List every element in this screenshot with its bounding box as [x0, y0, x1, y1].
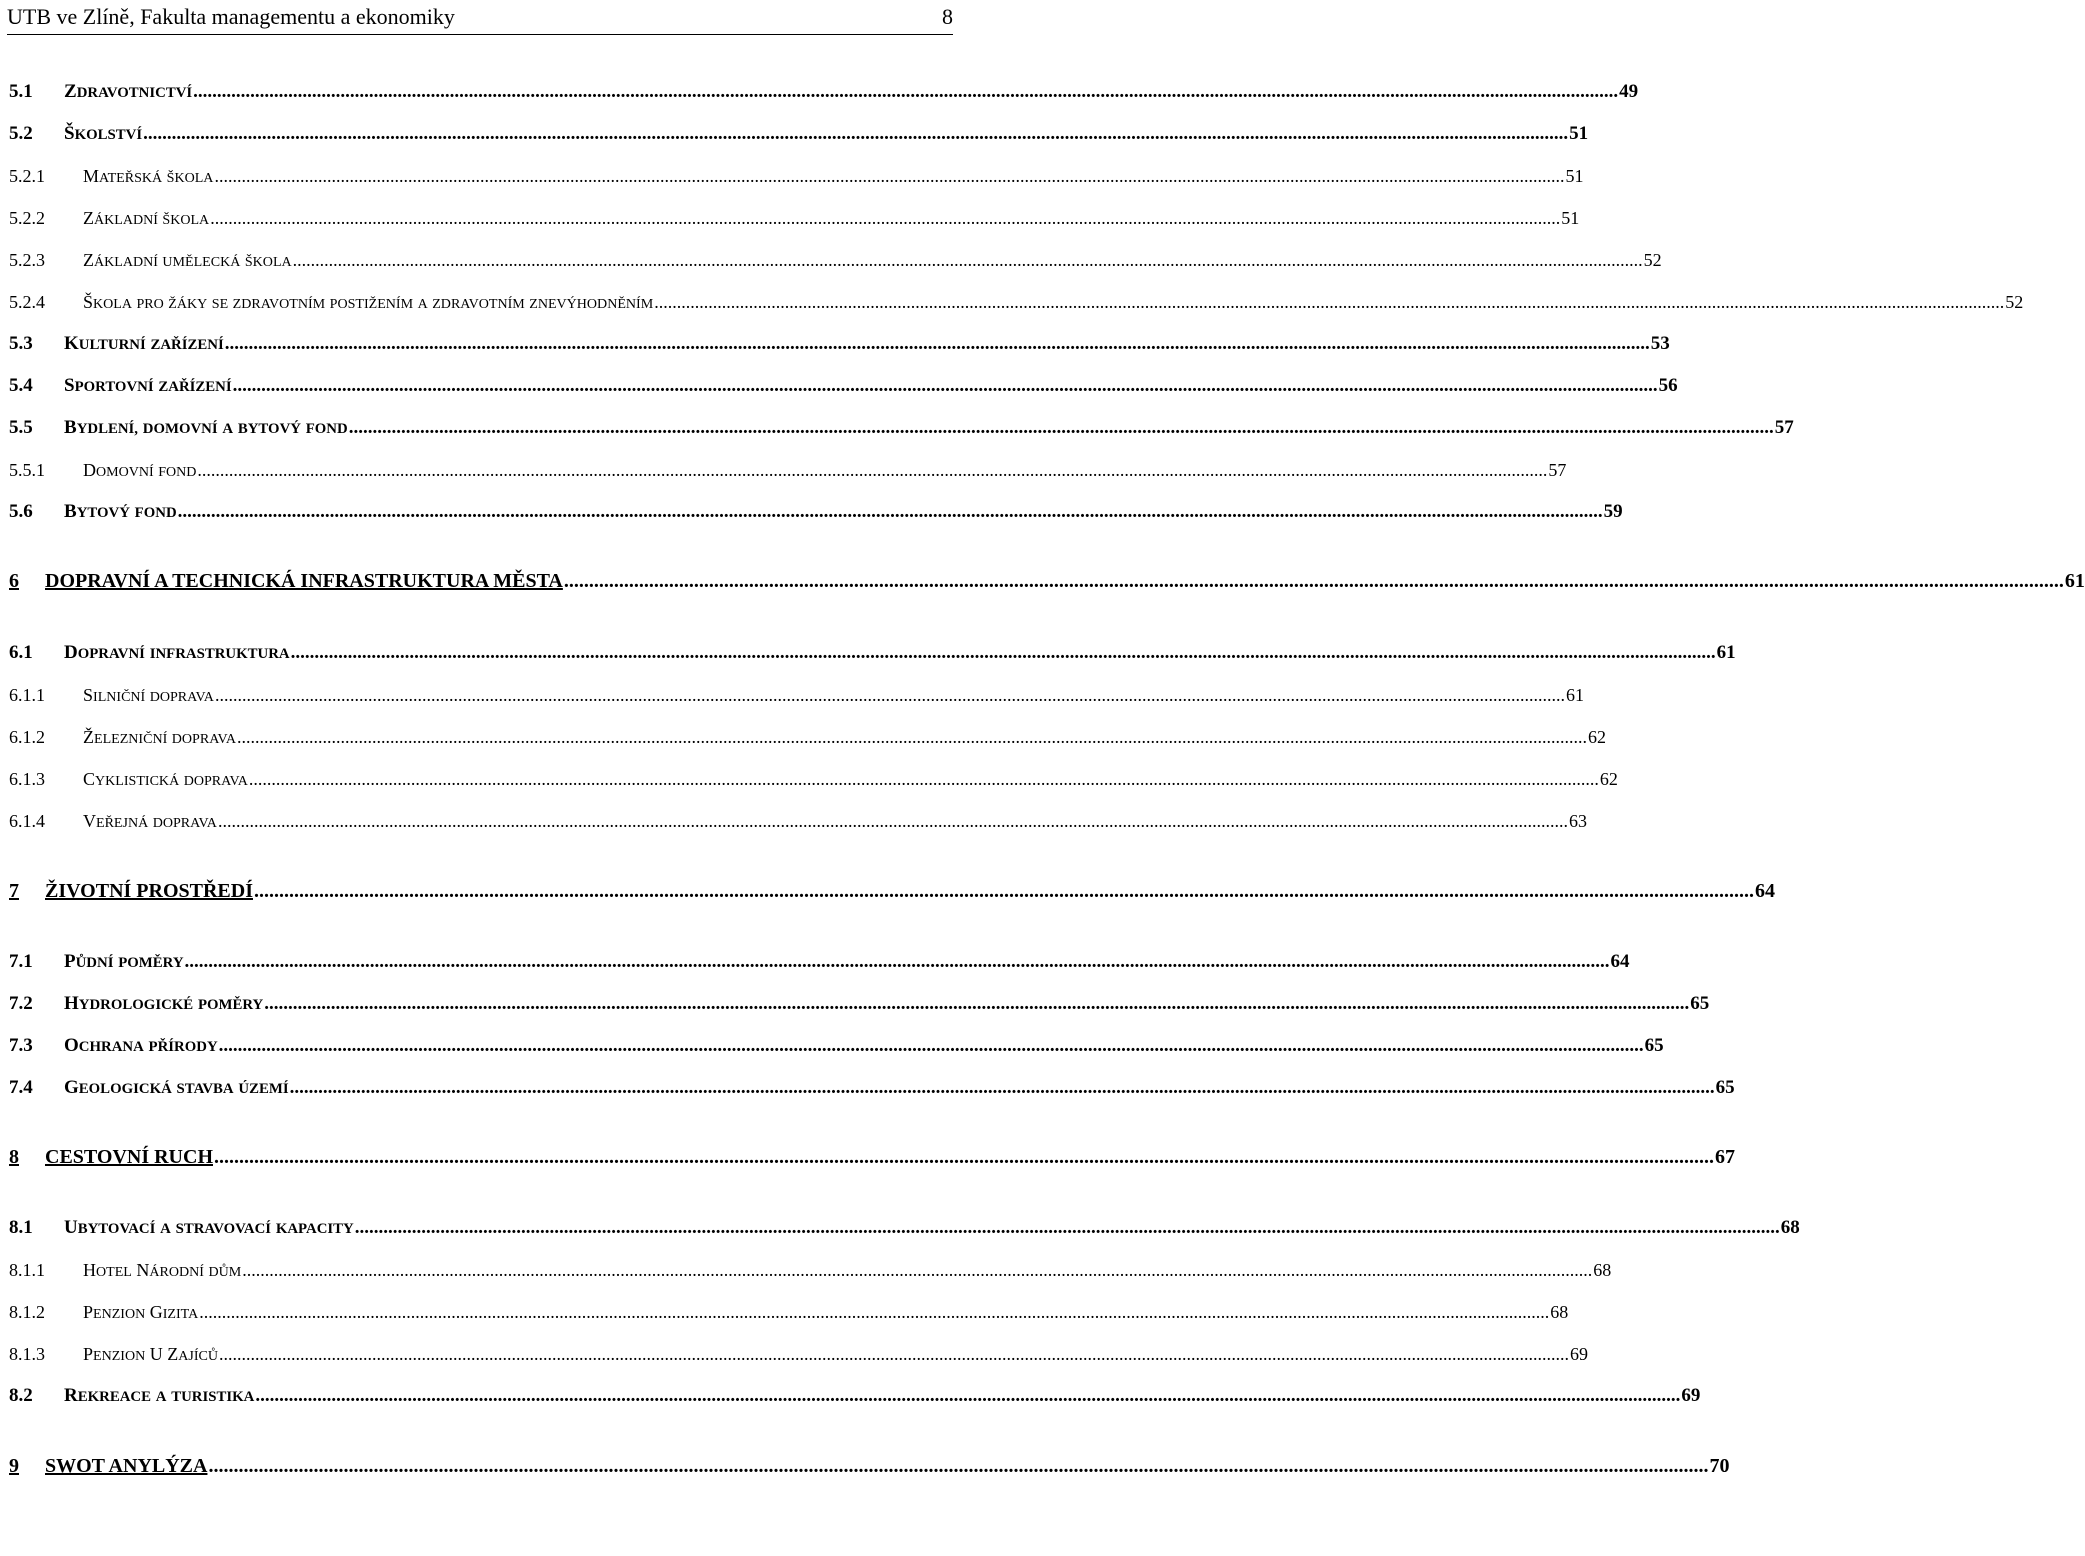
- toc-entry[interactable]: [9, 1293, 1569, 1323]
- toc-entry-number: 8.1.1: [9, 1260, 45, 1280]
- toc-entry-page: 62: [1587, 727, 1606, 747]
- page-number: 8: [942, 4, 953, 29]
- toc-entry-title: MATEŘSKÁ ŠKOLA: [83, 166, 214, 186]
- toc-entry-title: SWOT ANYLÝZA: [45, 1455, 208, 1477]
- toc-dot-leader: ............................................................................................................................................................................................................................................................................................................: [214, 166, 1565, 186]
- toc-entry-title: DOPRAVNÍ A TECHNICKÁ INFRASTRUKTURA MĚSTA: [45, 570, 563, 592]
- toc-entry[interactable]: [9, 676, 1584, 706]
- toc-entry-title: ZÁKLADNÍ UMĚLECKÁ ŠKOLA: [83, 250, 292, 270]
- toc-entry[interactable]: [9, 760, 1618, 790]
- toc-entry[interactable]: [9, 367, 1678, 397]
- toc-entry-title: ŽIVOTNÍ PROSTŘEDÍ: [45, 880, 253, 902]
- toc-entry-page: 52: [2005, 292, 2024, 312]
- toc-entry[interactable]: [9, 802, 1587, 832]
- toc-entry-page: 65: [1715, 1077, 1735, 1098]
- toc-entry[interactable]: [9, 1448, 1730, 1478]
- toc-entry-title: HYDROLOGICKÉ POMĚRY: [64, 993, 264, 1014]
- toc-entry-page: 68: [1550, 1302, 1569, 1322]
- toc-entry[interactable]: [9, 1209, 1800, 1239]
- toc-entry-number: 5.6: [9, 501, 33, 522]
- toc-entry-page: 65: [1644, 1035, 1664, 1056]
- toc-entry-title: ZÁKLADNÍ ŠKOLA: [83, 208, 210, 228]
- toc-dot-leader: ............................................................................................................................................................................................................................................................................................................: [292, 250, 1643, 270]
- toc-dot-leader: ............................................................................................................................................................................................................................................................................................................: [563, 570, 2064, 592]
- toc-entry-page: 65: [1690, 993, 1710, 1014]
- toc-entry-title: HOTEL NÁRODNÍ DŮM: [83, 1260, 242, 1280]
- toc-entry-number: 5.2.4: [9, 292, 45, 312]
- toc-dot-leader: ............................................................................................................................................................................................................................................................................................................: [143, 123, 1569, 144]
- toc-entry[interactable]: [9, 115, 1589, 145]
- toc-entry-page: 57: [1774, 417, 1794, 438]
- toc-dot-leader: ............................................................................................................................................................................................................................................................................................................: [242, 1260, 1593, 1280]
- toc-entry-title: ŽELEZNIČNÍ DOPRAVA: [83, 727, 236, 747]
- toc-dot-leader: ............................................................................................................................................................................................................................................................................................................: [208, 1455, 1709, 1477]
- toc-entry-number: 8.2: [9, 1385, 33, 1406]
- toc-entry-title: REKREACE A TURISTIKA: [64, 1385, 255, 1406]
- toc-entry-title: CESTOVNÍ RUCH: [45, 1146, 213, 1168]
- toc-entry[interactable]: [9, 493, 1623, 523]
- toc-entry-number: 5.3: [9, 333, 33, 354]
- toc-entry-page: 63: [1568, 811, 1587, 831]
- toc-entry-number: 5.5: [9, 417, 33, 438]
- toc-entry-title: PENZION GIZITA: [83, 1302, 199, 1322]
- toc-entry[interactable]: [9, 1251, 1612, 1281]
- toc-entry-title: BYTOVÝ FOND: [64, 501, 177, 522]
- toc-entry-number: 5.2.3: [9, 250, 45, 270]
- toc-entry[interactable]: [9, 943, 1630, 973]
- toc-entry-number: 8.1: [9, 1217, 33, 1238]
- toc-dot-leader: ............................................................................................................................................................................................................................................................................................................: [214, 685, 1565, 705]
- toc-dot-leader: ............................................................................................................................................................................................................................................................................................................: [348, 417, 1774, 438]
- toc-dot-leader: ............................................................................................................................................................................................................................................................................................................: [255, 1385, 1681, 1406]
- toc-entry-page: 69: [1681, 1385, 1701, 1406]
- toc-entry[interactable]: [9, 985, 1710, 1015]
- toc-entry[interactable]: [9, 199, 1580, 229]
- toc-dot-leader: ............................................................................................................................................................................................................................................................................................................: [354, 1217, 1780, 1238]
- toc-dot-leader: ............................................................................................................................................................................................................................................................................................................: [193, 81, 1619, 102]
- toc-dot-leader: ............................................................................................................................................................................................................................................................................................................: [224, 333, 1650, 354]
- toc-entry-page: 67: [1715, 1146, 1735, 1168]
- toc-entry[interactable]: [9, 634, 1736, 664]
- toc-entry-number: 8.1.2: [9, 1302, 45, 1322]
- toc-entry-page: 62: [1599, 769, 1618, 789]
- toc-dot-leader: ............................................................................................................................................................................................................................................................................................................: [232, 375, 1658, 396]
- toc-entry[interactable]: [9, 1335, 1588, 1365]
- toc-dot-leader: ............................................................................................................................................................................................................................................................................................................: [199, 1302, 1550, 1322]
- toc-dot-leader: ............................................................................................................................................................................................................................................................................................................: [253, 880, 1754, 902]
- toc-entry-page: 52: [1643, 250, 1662, 270]
- toc-entry-title: BYDLENÍ, DOMOVNÍ A BYTOVÝ FOND: [64, 417, 348, 438]
- toc-entry-number: 8: [9, 1146, 19, 1168]
- toc-entry-title: CYKLISTICKÁ DOPRAVA: [83, 769, 248, 789]
- toc-entry-title: PŮDNÍ POMĚRY: [64, 951, 184, 972]
- toc-entry-page: 59: [1603, 501, 1623, 522]
- toc-entry-title: ŠKOLA PRO ŽÁKY SE ZDRAVOTNÍM POSTIŽENÍM A ZDRAVOTNÍM ZNEVÝHODNĚNÍM: [83, 292, 654, 312]
- toc-entry-number: 6.1: [9, 642, 33, 663]
- toc-dot-leader: ............................................................................................................................................................................................................................................................................................................: [217, 811, 1568, 831]
- toc-entry-number: 7.4: [9, 1077, 33, 1098]
- toc-entry-page: 61: [1565, 685, 1584, 705]
- toc-entry-page: 68: [1593, 1260, 1612, 1280]
- toc-entry-number: 6.1.2: [9, 727, 45, 747]
- toc-entry-number: 6: [9, 570, 19, 592]
- toc-entry[interactable]: [9, 1027, 1664, 1057]
- toc-entry-title: PENZION U ZAJÍCŮ: [83, 1344, 218, 1364]
- toc-entry[interactable]: [9, 563, 2085, 593]
- toc-entry[interactable]: [9, 409, 1794, 439]
- toc-entry-number: 6.1.3: [9, 769, 45, 789]
- toc-entry-number: 7: [9, 880, 19, 902]
- toc-dot-leader: ............................................................................................................................................................................................................................................................................................................: [218, 1035, 1644, 1056]
- toc-entry-title: ZDRAVOTNICTVÍ: [64, 81, 193, 102]
- toc-entry-number: 6.1.4: [9, 811, 45, 831]
- toc-entry-number: 9: [9, 1455, 19, 1477]
- toc-entry-number: 5.2.2: [9, 208, 45, 228]
- toc-dot-leader: ............................................................................................................................................................................................................................................................................................................: [219, 1344, 1569, 1364]
- toc-dot-leader: ............................................................................................................................................................................................................................................................................................................: [197, 460, 1548, 480]
- toc-entry-page: 61: [1716, 642, 1736, 663]
- toc-entry-title: UBYTOVACÍ A STRAVOVACÍ KAPACITY: [64, 1217, 354, 1238]
- toc-entry[interactable]: [9, 241, 1662, 271]
- toc-entry-page: 51: [1569, 123, 1589, 144]
- toc-entry-page: 64: [1754, 880, 1775, 902]
- toc-entry[interactable]: [9, 283, 2024, 313]
- toc-entry[interactable]: [9, 157, 1584, 187]
- toc-entry[interactable]: [9, 873, 1775, 903]
- toc-entry-title: ŠKOLSTVÍ: [64, 123, 143, 144]
- toc-dot-leader: ............................................................................................................................................................................................................................................................................................................: [214, 1146, 1714, 1168]
- toc-entry-page: 51: [1561, 208, 1580, 228]
- toc-entry-title: KULTURNÍ ZAŘÍZENÍ: [64, 333, 224, 354]
- toc-entry-number: 5.2: [9, 123, 33, 144]
- toc-entry-title: SPORTOVNÍ ZAŘÍZENÍ: [64, 375, 232, 396]
- toc-entry-page: 57: [1548, 460, 1567, 480]
- toc-dot-leader: ............................................................................................................................................................................................................................................................................................................: [210, 208, 1561, 228]
- toc-entry-number: 5.5.1: [9, 460, 45, 480]
- toc-entry-page: 51: [1565, 166, 1584, 186]
- toc-entry-number: 5.1: [9, 81, 33, 102]
- toc-dot-leader: ............................................................................................................................................................................................................................................................................................................: [264, 993, 1690, 1014]
- toc-entry-number: 7.1: [9, 951, 33, 972]
- header-title: UTB ve Zlíně, Fakulta managementu a ekonomiky: [7, 4, 455, 29]
- toc-entry-number: 6.1.1: [9, 685, 45, 705]
- toc-entry-title: GEOLOGICKÁ STAVBA ÚZEMÍ: [64, 1077, 289, 1098]
- toc-entry[interactable]: [9, 451, 1567, 481]
- toc-entry-title: OCHRANA PŘÍRODY: [64, 1035, 218, 1056]
- toc-entry[interactable]: [9, 1377, 1701, 1407]
- toc-dot-leader: ............................................................................................................................................................................................................................................................................................................: [289, 1077, 1715, 1098]
- toc-entry[interactable]: [9, 718, 1606, 748]
- toc-dot-leader: ............................................................................................................................................................................................................................................................................................................: [248, 769, 1599, 789]
- toc-entry-page: 49: [1619, 81, 1639, 102]
- toc-dot-leader: ............................................................................................................................................................................................................................................................................................................: [236, 727, 1587, 747]
- toc-entry-number: 5.2.1: [9, 166, 45, 186]
- toc-entry-page: 69: [1570, 1344, 1588, 1364]
- toc-entry-title: VEŘEJNÁ DOPRAVA: [83, 811, 217, 831]
- toc-entry[interactable]: [9, 73, 1639, 103]
- toc-dot-leader: ............................................................................................................................................................................................................................................................................................................: [290, 642, 1716, 663]
- toc-entry-title: DOMOVNÍ FOND: [83, 460, 197, 480]
- toc-entry[interactable]: [9, 1069, 1735, 1099]
- toc-dot-leader: ............................................................................................................................................................................................................................................................................................................: [654, 292, 2005, 312]
- toc-entry-page: 53: [1650, 333, 1670, 354]
- toc-entry-number: 7.2: [9, 993, 33, 1014]
- toc-entry-number: 7.3: [9, 1035, 33, 1056]
- toc-entry-page: 61: [2064, 570, 2085, 592]
- toc-entry-page: 68: [1780, 1217, 1800, 1238]
- toc-dot-leader: ............................................................................................................................................................................................................................................................................................................: [177, 501, 1603, 522]
- toc-entry-number: 5.4: [9, 375, 33, 396]
- toc-entry-page: 64: [1610, 951, 1630, 972]
- toc-entry-title: DOPRAVNÍ INFRASTRUKTURA: [64, 642, 290, 663]
- toc-entry[interactable]: [9, 1139, 1735, 1169]
- toc-entry-number: 8.1.3: [9, 1344, 45, 1364]
- toc-entry-page: 56: [1658, 375, 1678, 396]
- toc-entry-page: 70: [1709, 1455, 1730, 1477]
- toc-entry-title: SILNIČNÍ DOPRAVA: [83, 685, 214, 705]
- toc-dot-leader: ............................................................................................................................................................................................................................................................................................................: [184, 951, 1610, 972]
- toc-entry[interactable]: [9, 325, 1670, 355]
